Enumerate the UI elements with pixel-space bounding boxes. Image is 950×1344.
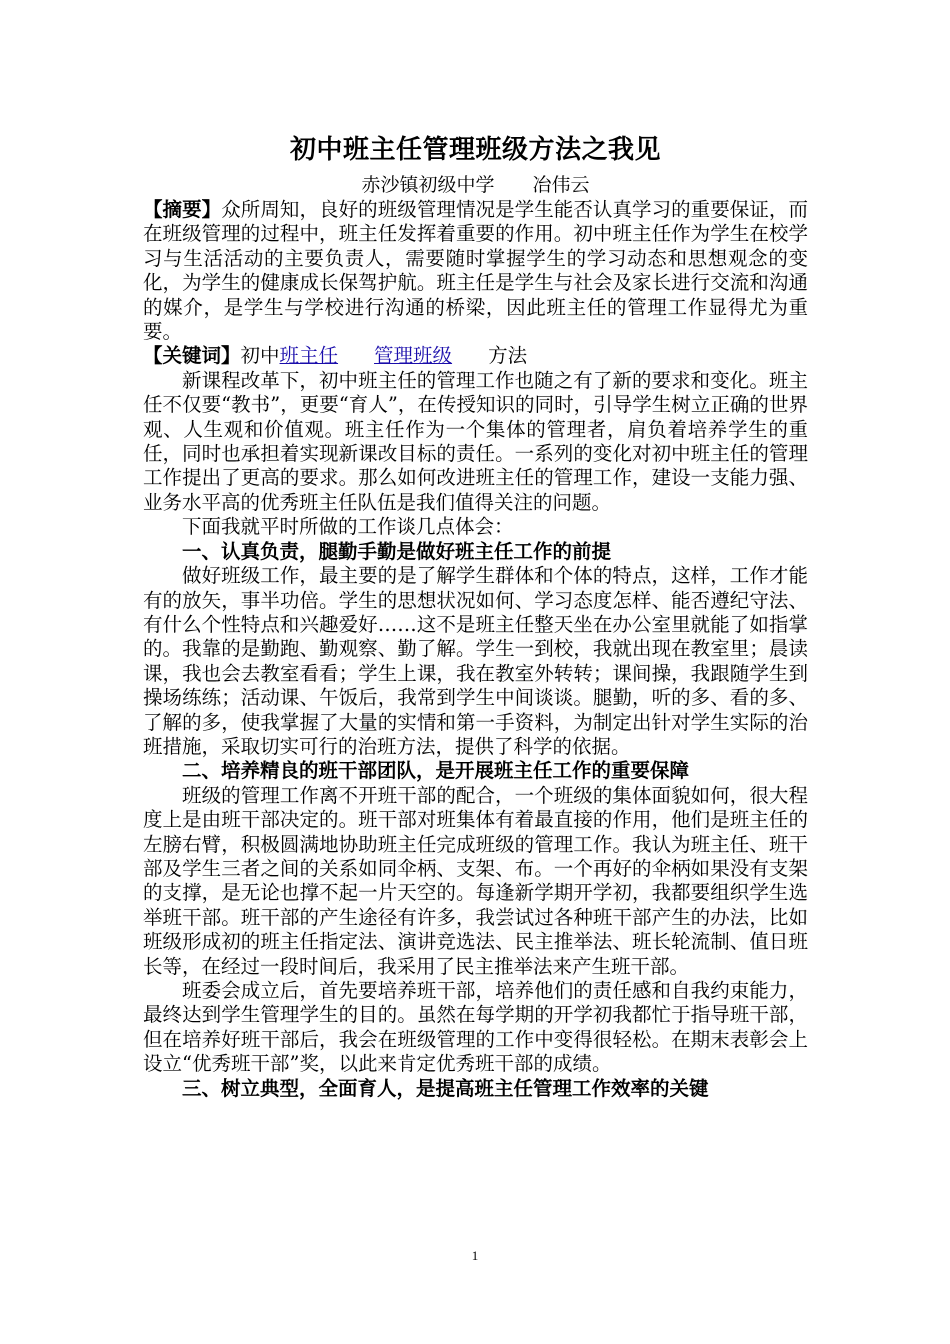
keyword-prefix: 初中 (240, 344, 280, 368)
keywords-label: 【关键词】 (143, 344, 241, 368)
keyword-link-guanli[interactable]: 管理班级 (374, 344, 453, 368)
author-name: 冶伟云 (532, 174, 590, 196)
paragraph-lead: 下面我就平时所做的工作谈几点体会： (182, 515, 514, 539)
paragraph-section-2a: 班级的管理工作离不开班干部的配合，一个班级的集体面貌如何，很大程度上是由班干部决定的。班干部对班集体有着最直接的作用，他们是班主任的左膀右臂，积极圆满地协助班主任完成班级的管理工作。我认为班主任、班干部及学生三者之间的关系如同伞柄、支架、布。一个再好的伞柄如果没有支架的支撑，是无论也撑不起一片天空的。每逢新学期开学初，我都要组织学生选举班干部。班干部的产生途径有许多，我尝试过各种班干部产生的办法，比如班级形成初的班主任指定法、演讲竞选法、民主推举法、班长轮流制、值日班长等，在经过一段时间后，我采用了民主推举法来产生班干部。 (143, 783, 808, 978)
document-body (143, 130, 808, 1101)
keyword-link-gap[interactable] (338, 344, 374, 367)
keywords (143, 344, 808, 368)
section-heading-1: 一、认真负责，腿勤手勤是做好班主任工作的前提 (182, 539, 612, 563)
section-heading-3: 三、树立典型，全面育人，是提高班主任管理工作效率的关键 (182, 1076, 709, 1100)
paragraph-section-2b: 班委会成立后，首先要培养班干部，培养他们的责任感和自我约束能力，最终达到学生管理学生的目的。虽然在每学期的开学初我都忙于指导班干部，但在培养好班干部后，我会在班级管理的工作中变得很轻松。在期末表彰会上设立“优秀班干部”奖，以此来肯定优秀班干部的成绩。 (143, 979, 808, 1076)
abstract (143, 198, 808, 344)
section-heading-2: 二、培养精良的班干部团队，是开展班主任工作的重要保障 (182, 759, 690, 783)
author-line (143, 172, 808, 198)
page-number: 1 (471, 1248, 479, 1263)
paragraph-intro: 新课程改革下，初中班主任的管理工作也随之有了新的要求和变化。班主任不仅要“教书”，更要“育人”，在传授知识的同时，引导学生树立正确的世界观、人生观和价值观。班主任作为一个集体的管理者，肩负着培养学生的重任，同时也承担着实现新课改目标的责任。一系列的变化对初中班主任的管理工作提出了更高的要求。那么如何改进班主任的管理工作，建设一支能力强、业务水平高的优秀班主任队伍是我们值得关注的问题。 (143, 368, 808, 514)
abstract-label: 【摘要】 (143, 198, 222, 221)
abstract-text: 众所周知，良好的班级管理情况是学生能否认真学习的重要保证，而在班级管理的过程中，班主任发挥着重要的作用。初中班主任作为学生在校学习与生活活动的主要负责人，需要随时掌握学生的学习动态和思想观念的变化，为学生的健康成长保驾护航。班主任是学生与社会及家长进行交流和沟通的媒介，是学生与学校进行沟通的桥梁，因此班主任的管理工作显得尤为重要。 (143, 198, 808, 344)
document-title: 初中班主任管理班级方法之我见 (289, 135, 661, 165)
keyword-link-banzhuren[interactable]: 班主任 (279, 344, 339, 368)
author-school: 赤沙镇初级中学 (361, 174, 495, 196)
keyword-suffix: 方法 (488, 344, 528, 368)
paragraph-section-1: 做好班级工作，最主要的是了解学生群体和个体的特点，这样，工作才能有的放矢，事半功倍。学生的思想状况如何、学习态度怎样、能否遵纪守法、有什么个性特点和兴趣爱好……这不是班主任整天坐在办公室里就能了如指掌的。我靠的是勤跑、勤观察、勤了解。学生一到校，我就出现在教室里；晨读课，我也会去教室看看；学生上课，我在教室外转转；课间操，我跟随学生到操场练练；活动课、午饭后，我常到学生中间谈谈。腿勤，听的多、看的多、了解的多，使我掌握了大量的实情和第一手资料，为制定出针对学生实际的治班措施，采取切实可行的治班方法，提供了科学的依据。 (143, 564, 808, 758)
